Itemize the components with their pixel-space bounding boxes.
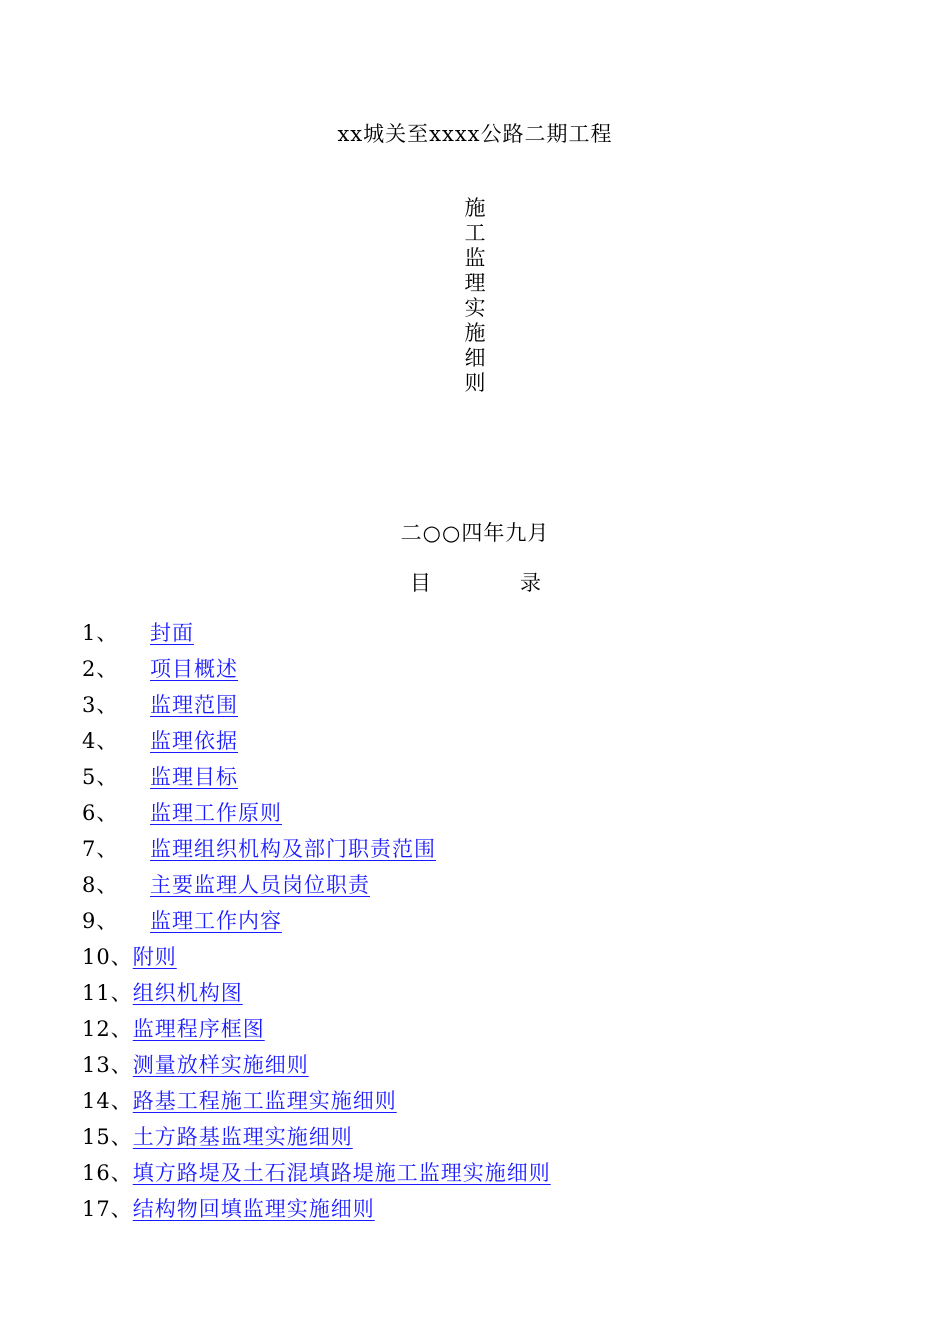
toc-link[interactable]: 结构物回填监理实施细则 (132, 1197, 375, 1221)
toc-number: 6、 (82, 801, 119, 825)
toc-link[interactable]: 项目概述 (150, 657, 238, 681)
toc-number: 10、 (82, 945, 133, 969)
toc-link[interactable]: 土方路基监理实施细则 (132, 1125, 353, 1149)
toc-item (82, 1157, 551, 1193)
toc-link[interactable]: 填方路堤及土石混填路堤施工监理实施细则 (132, 1161, 551, 1185)
subtitle-char: 监 (464, 246, 486, 270)
toc-number: 3、 (82, 693, 119, 717)
toc-link[interactable]: 监理目标 (150, 765, 238, 789)
subtitle-char: 实 (464, 296, 486, 320)
toc-number: 9、 (82, 909, 119, 933)
document-date: 二○○四年九月 (400, 521, 550, 545)
toc-number: 15、 (82, 1125, 133, 1149)
toc-heading-right: 录 (520, 571, 541, 595)
toc-link[interactable]: 主要监理人员岗位职责 (150, 873, 370, 897)
toc-item (82, 1013, 551, 1049)
toc-item (82, 617, 551, 653)
toc-number: 8、 (82, 873, 119, 897)
document-title: xx城关至xxxx公路二期工程 (337, 122, 613, 146)
toc-item (82, 833, 551, 869)
toc-item (82, 977, 551, 1013)
toc-item (82, 1049, 551, 1085)
toc-item (82, 1193, 551, 1229)
toc-link[interactable]: 监理组织机构及部门职责范围 (150, 837, 436, 861)
subtitle-char: 施 (464, 321, 486, 345)
toc-link[interactable]: 监理范围 (150, 693, 238, 717)
toc-number: 11、 (82, 981, 133, 1005)
toc-link[interactable]: 监理依据 (150, 729, 238, 753)
toc-link[interactable]: 监理工作内容 (150, 909, 282, 933)
toc-number: 17、 (82, 1197, 133, 1221)
toc-link[interactable]: 监理工作原则 (150, 801, 282, 825)
subtitle-char: 理 (464, 271, 486, 295)
toc-link[interactable]: 附则 (132, 945, 177, 969)
toc-number: 7、 (82, 837, 119, 861)
toc-item (82, 761, 551, 797)
subtitle-char: 则 (464, 371, 486, 395)
toc-number: 12、 (82, 1017, 133, 1041)
toc-number: 16、 (82, 1161, 133, 1185)
toc-link[interactable]: 测量放样实施细则 (132, 1053, 309, 1077)
toc-item (82, 1085, 551, 1121)
toc-item (82, 797, 551, 833)
subtitle-char: 工 (464, 221, 486, 245)
toc-item (82, 653, 551, 689)
toc-heading-left: 目 (410, 571, 431, 595)
vertical-subtitle (460, 196, 490, 396)
toc-link[interactable]: 封面 (150, 621, 194, 645)
toc-number: 14、 (82, 1089, 133, 1113)
toc-number: 2、 (82, 657, 119, 681)
table-of-contents (82, 617, 551, 1229)
toc-link[interactable]: 路基工程施工监理实施细则 (132, 1089, 397, 1113)
toc-item (82, 941, 551, 977)
toc-item (82, 905, 551, 941)
subtitle-char: 细 (464, 346, 486, 370)
toc-number: 1、 (82, 621, 119, 645)
toc-item (82, 869, 551, 905)
toc-item (82, 725, 551, 761)
toc-link[interactable]: 监理程序框图 (132, 1017, 265, 1041)
toc-number: 4、 (82, 729, 119, 753)
toc-number: 5、 (82, 765, 119, 789)
toc-number: 13、 (82, 1053, 133, 1077)
subtitle-char: 施 (464, 196, 486, 220)
toc-item (82, 1121, 551, 1157)
toc-item (82, 689, 551, 725)
toc-link[interactable]: 组织机构图 (132, 981, 243, 1005)
